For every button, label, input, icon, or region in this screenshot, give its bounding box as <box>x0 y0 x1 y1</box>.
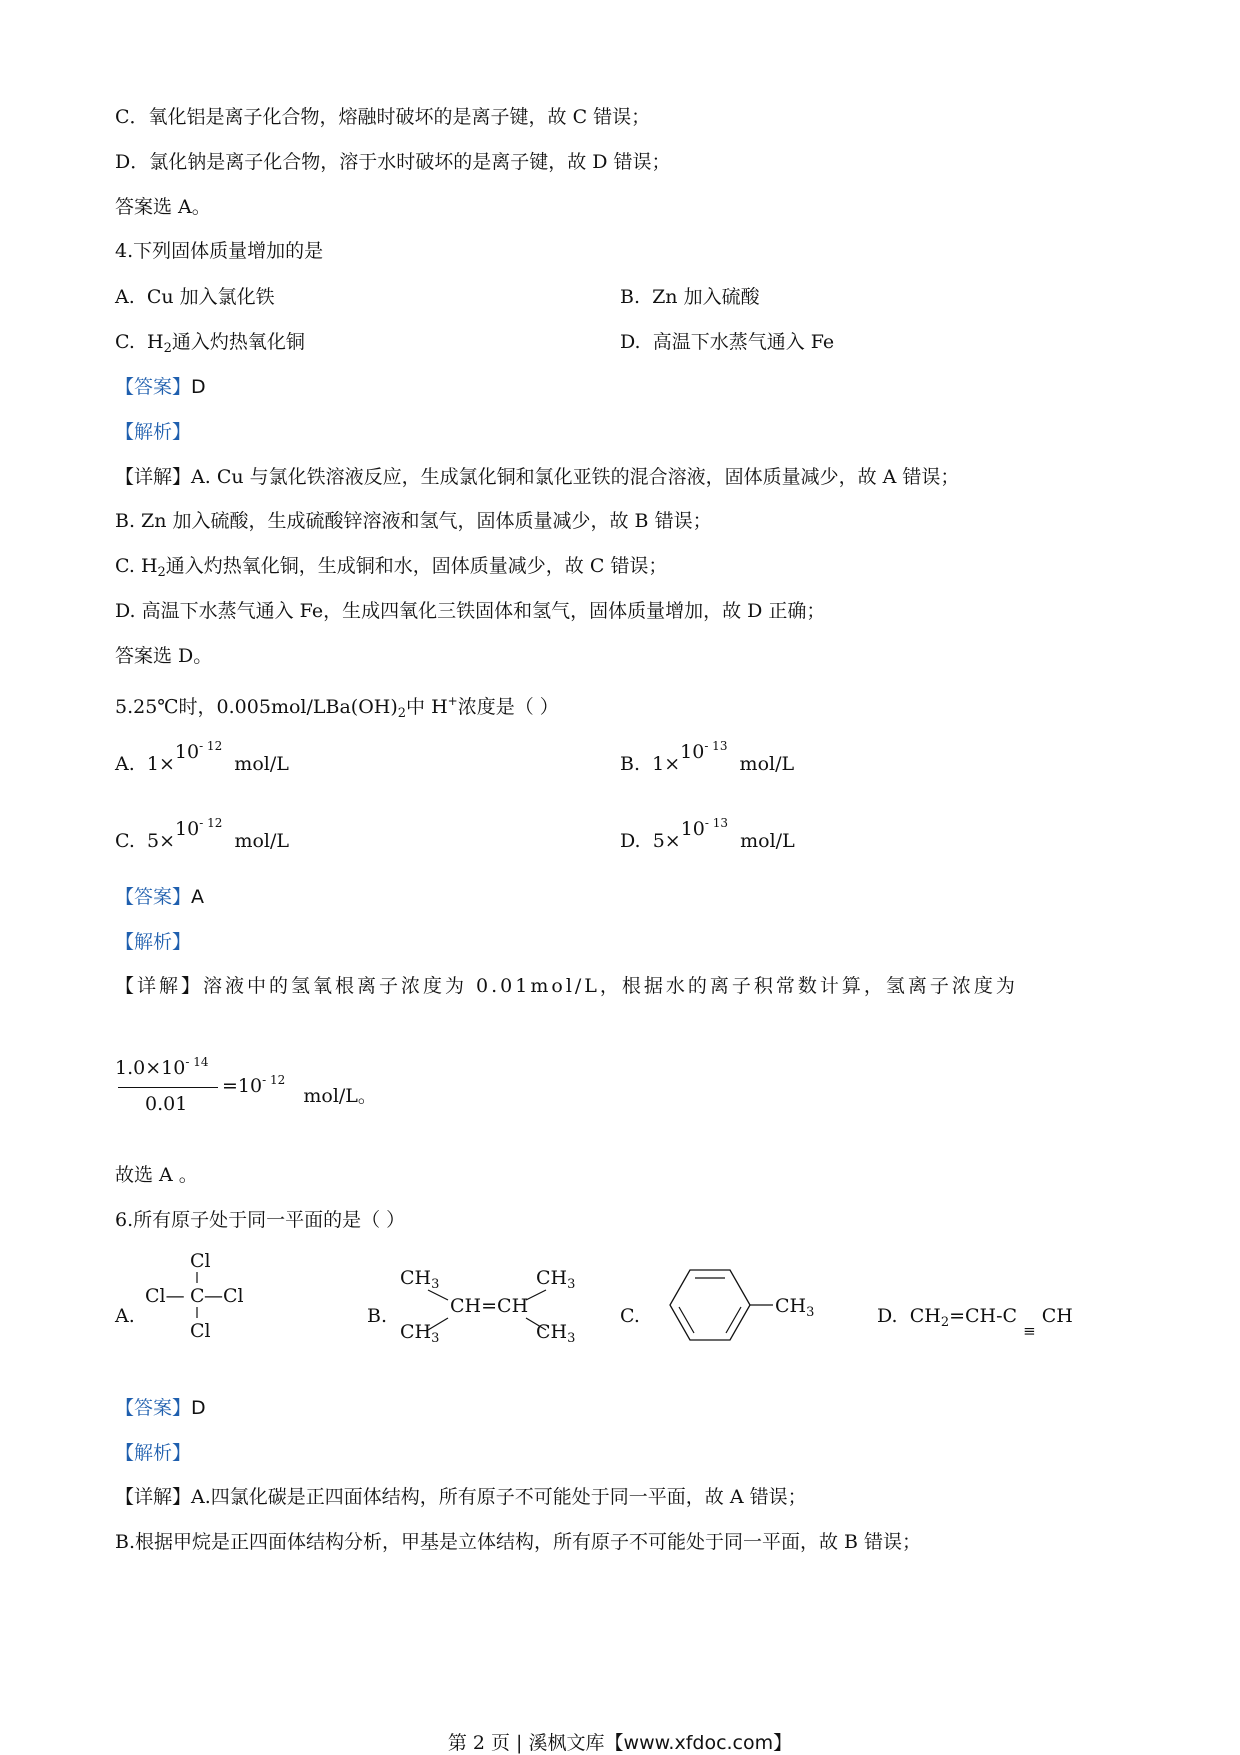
footer-site-name: 溪枫文库 <box>528 1732 605 1754</box>
q4-option-d <box>620 329 834 355</box>
q6-c-methyl-text: CH <box>775 1295 807 1317</box>
q5-choose-line: 故选 A 。 <box>115 1164 198 1186</box>
q5-frac-denominator: 0.01 <box>145 1093 188 1115</box>
q6-stem: 6.所有原子处于同一平面的是（ ） <box>115 1209 406 1231</box>
q4-detail-d: D. 高温下水蒸气通入 Fe，生成四氧化三铁固体和氢气，固体质量增加，故 D 正确； <box>115 600 826 622</box>
q6-c-methyl-sub: 3 <box>806 1305 815 1320</box>
q6-a-cl-bottom: Cl <box>190 1320 211 1342</box>
q5-option-a-letter: A. <box>115 753 135 775</box>
q5-option-c-coef: 5× <box>147 830 176 852</box>
q6-structure-c-toluene <box>655 1265 815 1345</box>
q6-b-ch3-tl-text: CH <box>400 1267 432 1289</box>
q5-option-b-letter: B. <box>620 753 641 775</box>
q4-stem: 4.下列固体质量增加的是 <box>115 240 324 262</box>
q3-answer-line: 答案选 A。 <box>115 196 211 218</box>
footer-left-bracket: 【 <box>604 1732 624 1754</box>
q5-frac-eq-exp: - 12 <box>262 1073 286 1087</box>
q5-detail <box>115 973 1018 999</box>
q4-detail-a <box>115 464 959 490</box>
q6-a-cl-left: Cl— <box>145 1285 185 1307</box>
q5-stem-pre: 5.25℃时，0.005mol/LBa(OH) <box>115 696 398 718</box>
page-footer <box>0 1728 1240 1755</box>
q6-option-a-letter: A. <box>115 1305 135 1327</box>
q5-option-d-letter: D. <box>620 830 641 852</box>
q6-a-c: C <box>190 1285 205 1307</box>
q6-b-ch3-tr <box>536 1267 575 1292</box>
q4-option-c-sub: 2 <box>163 341 172 356</box>
footer-url[interactable]: www.xfdoc.com <box>623 1732 774 1754</box>
q6-option-d <box>877 1303 1073 1340</box>
q6-option-d-letter: D. <box>877 1305 898 1327</box>
q4-option-a <box>115 284 275 310</box>
q6-structure-b-alkene <box>398 1262 588 1347</box>
q5-frac-unit: mol/L。 <box>303 1085 377 1107</box>
q4-answer-tag: 【答案】 <box>115 376 192 398</box>
q6-b-ch3-br-sub: 3 <box>567 1331 576 1346</box>
q5-answer-tag: 【答案】 <box>115 886 192 908</box>
q4-detail-tag: 【详解】 <box>115 466 192 488</box>
q4-detail-c-post: 通入灼热氧化铜，生成铜和水，固体质量减少，故 C 错误； <box>165 555 668 577</box>
q5-frac-result <box>222 1071 377 1107</box>
q6-detail-a-text: A.四氯化碳是正四面体结构，所有原子不可能处于同一平面，故 A 错误； <box>191 1486 807 1508</box>
q4-detail-a-text: A. Cu 与氯化铁溶液反应，生成氯化铜和氯化亚铁的混合溶液，固体质量减少，故 A 错误； <box>191 466 960 488</box>
q6-b-ch3-br-text: CH <box>536 1321 568 1343</box>
q6-b-ch3-bl-sub: 3 <box>431 1331 440 1346</box>
q6-d-formula-pre: CH <box>909 1305 941 1327</box>
q5-option-c-base: 10 <box>175 818 200 840</box>
q5-option-b <box>620 739 795 777</box>
q4-option-d-text: 高温下水蒸气通入 Fe <box>652 331 835 353</box>
q5-option-c-letter: C. <box>115 830 135 852</box>
q5-analysis-tag: 【解析】 <box>115 931 192 953</box>
q6-c-benzene-ring <box>670 1270 750 1340</box>
q5-detail-tag: 【详解】 <box>115 975 204 997</box>
q5-frac-numerator <box>115 1055 208 1079</box>
q6-c-methyl <box>775 1295 814 1320</box>
q3-option-d-explanation: D．氯化钠是离子化合物，溶于水时破坏的是离子键，故 D 错误； <box>115 151 671 173</box>
q4-option-a-text: Cu 加入氯化铁 <box>146 286 275 308</box>
q6-b-ch3-tr-text: CH <box>536 1267 568 1289</box>
q5-stem-mid: 中 H <box>406 696 448 718</box>
q6-b-ch3-br <box>536 1321 575 1346</box>
q5-detail-text: 溶液中的氢氧根离子浓度为 0.01mol/L，根据水的离子积常数计算，氢离子浓度为 <box>203 975 1018 997</box>
q4-option-a-letter: A. <box>115 286 135 308</box>
q5-option-a-base: 10 <box>174 741 200 763</box>
q5-option-b-coef: 1× <box>652 753 681 775</box>
q4-option-c <box>115 329 305 362</box>
q4-option-b <box>620 284 760 310</box>
q6-b-core: CH=CH <box>450 1295 529 1317</box>
q4-option-b-letter: B. <box>620 286 641 308</box>
q5-stem-sub: 2 <box>397 706 407 721</box>
q4-detail-c-pre: C. H <box>115 555 158 577</box>
q6-b-ch3-bl <box>400 1321 439 1346</box>
q6-a-cl-right: —Cl <box>204 1285 244 1307</box>
q5-option-d-base: 10 <box>680 818 705 840</box>
q5-option-d-coef: 5× <box>652 830 681 852</box>
q6-detail-tag: 【详解】 <box>115 1486 192 1508</box>
q6-b-ch3-tr-sub: 3 <box>567 1277 576 1292</box>
q4-option-c-text: 通入灼热氧化铜 <box>171 331 305 353</box>
q3-option-c-explanation: C．氧化铝是离子化合物，熔融时破坏的是离子键，故 C 错误； <box>115 106 651 128</box>
q6-answer-tag: 【答案】 <box>115 1397 192 1419</box>
q5-option-a <box>115 739 289 777</box>
q6-detail-b: B.根据甲烷是正四面体结构分析，甲基是立体结构，所有原子不可能处于同一平面，故 B 错误； <box>115 1531 922 1553</box>
q4-option-c-h: H <box>147 331 164 353</box>
q5-stem <box>115 688 559 727</box>
q6-d-formula-sub: 2 <box>940 1315 950 1330</box>
q5-option-c-exp: - 12 <box>199 816 223 830</box>
q6-b-ch3-tl-sub: 3 <box>431 1277 440 1292</box>
q5-stem-post: 浓度是（ ） <box>457 696 559 718</box>
q5-option-c-unit: mol/L <box>234 830 289 852</box>
q6-d-formula-end: CH <box>1041 1305 1073 1327</box>
q5-frac-num-exp: - 14 <box>185 1055 209 1069</box>
q4-answer-line: 答案选 D。 <box>115 645 213 667</box>
q4-detail-c <box>115 553 667 586</box>
q5-option-d <box>620 816 795 854</box>
footer-page-number: 第 2 页 <box>447 1732 511 1754</box>
q4-option-b-text: Zn 加入硫酸 <box>652 286 760 308</box>
q6-b-ch3-bl-text: CH <box>400 1321 432 1343</box>
q5-frac-bar <box>118 1087 218 1088</box>
q5-option-d-exp: - 13 <box>704 816 729 830</box>
q6-analysis-tag: 【解析】 <box>115 1442 192 1464</box>
q6-c-double-bond-2 <box>726 1307 741 1333</box>
q4-answer <box>115 374 206 400</box>
q6-d-triple-bond: ≡ <box>1023 1322 1036 1340</box>
q6-d-formula-post: =CH-C <box>949 1305 1018 1327</box>
q5-option-a-unit: mol/L <box>234 753 289 775</box>
q5-option-b-exp: - 13 <box>704 739 728 753</box>
q5-option-a-exp: - 12 <box>199 739 223 753</box>
footer-right-bracket: 】 <box>773 1732 793 1754</box>
q6-structure-a-ccl4 <box>140 1245 260 1345</box>
q6-b-ch3-tl <box>400 1267 439 1292</box>
q4-option-c-letter: C. <box>115 331 135 353</box>
q5-stem-sup: + <box>447 694 458 708</box>
q6-c-double-bond-3 <box>679 1307 694 1333</box>
q5-answer-value: A <box>191 886 205 908</box>
q4-answer-value: D <box>191 376 206 398</box>
q6-detail-a <box>115 1484 807 1510</box>
q5-frac-num-pre: 1.0×10 <box>115 1057 186 1079</box>
q5-frac-eq: =10 <box>222 1075 263 1097</box>
q6-a-cl-top: Cl <box>190 1250 211 1272</box>
q6-option-c-letter: C. <box>620 1305 640 1327</box>
q5-option-c <box>115 816 289 854</box>
q4-detail-b: B. Zn 加入硫酸，生成硫酸锌溶液和氢气，固体质量减少，故 B 错误； <box>115 510 712 532</box>
footer-separator: | <box>510 1732 529 1754</box>
q4-analysis-tag: 【解析】 <box>115 421 192 443</box>
q4-detail-c-sub: 2 <box>157 565 166 580</box>
q5-option-b-base: 10 <box>680 741 705 763</box>
q6-option-b-letter: B. <box>367 1305 388 1327</box>
q6-b-bond-tr <box>526 1290 546 1300</box>
q5-option-b-unit: mol/L <box>739 753 795 775</box>
q5-option-a-coef: 1× <box>146 753 175 775</box>
q5-answer <box>115 884 204 910</box>
q5-option-d-unit: mol/L <box>740 830 795 852</box>
q4-option-d-letter: D. <box>620 331 641 353</box>
q6-answer-value: D <box>191 1397 206 1419</box>
q6-answer <box>115 1395 206 1421</box>
